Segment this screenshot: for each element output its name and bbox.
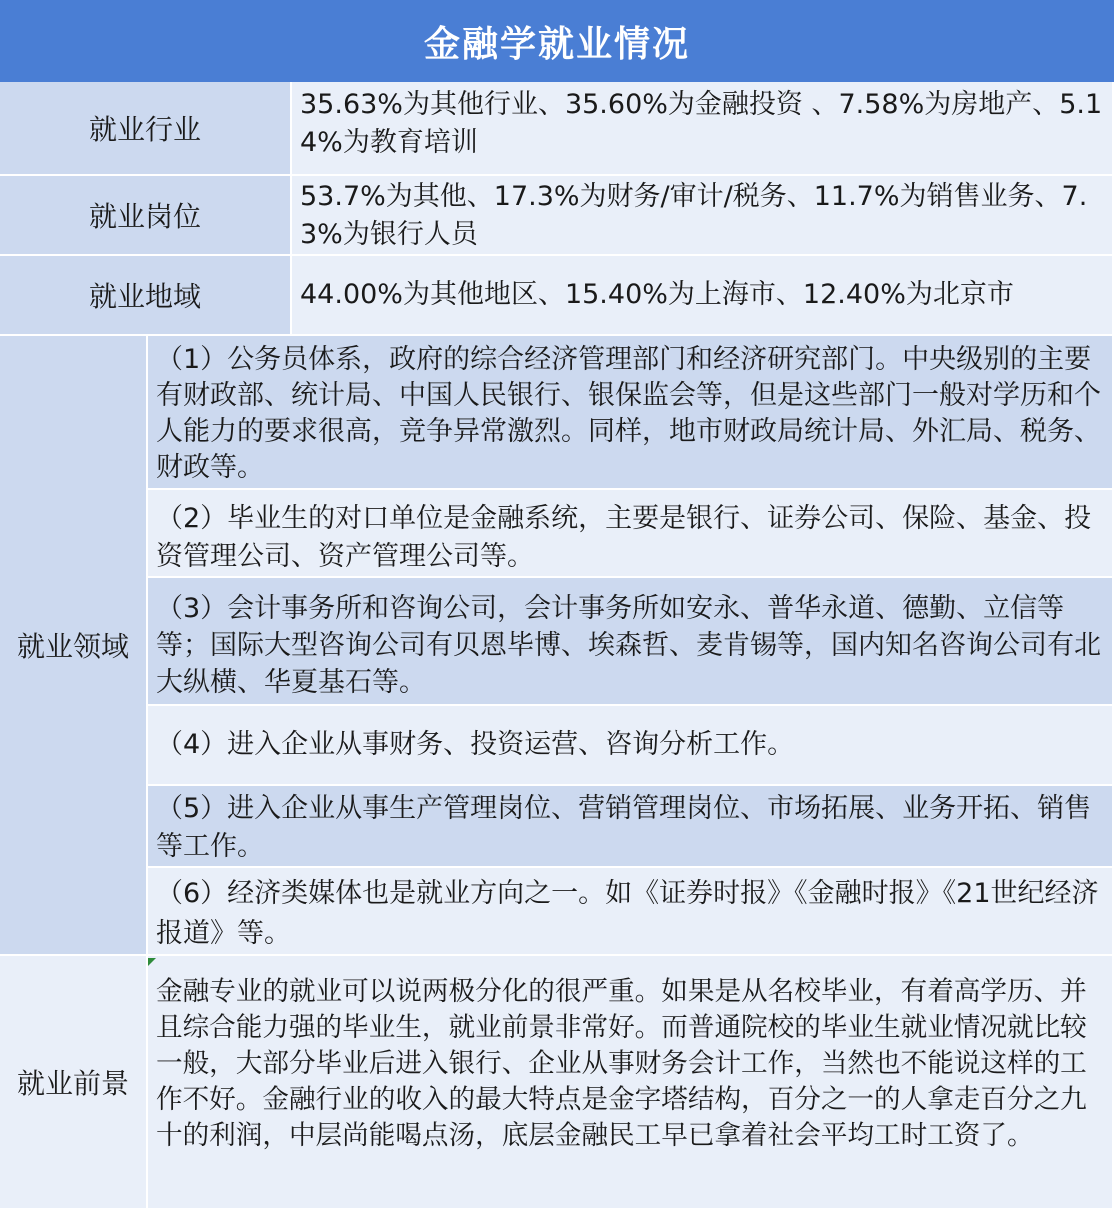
row-label-fields bbox=[0, 336, 148, 956]
field-item-4-text: （4）进入企业从事财务、投资运营、咨询分析工作。 bbox=[156, 729, 795, 760]
field-item-4 bbox=[148, 706, 1114, 786]
table-title: 金融学就业情况 bbox=[0, 0, 1114, 82]
row-label-industry-text: 就业行业 bbox=[88, 113, 201, 146]
row-label-prospect bbox=[0, 956, 148, 1208]
field-item-1: （1）公务员体系，政府的综合经济管理部门和经济研究部门。中央级别的主要有财政部、统计局、中国人民银行、银保监会等，但是这些部门一般对学历和个人能力的要求很高，竞争异常激烈。同样，地市财政局统计局、外汇局、税务、财政等。 bbox=[148, 336, 1114, 490]
row-label-prospect-text: 就业前景 bbox=[16, 1067, 129, 1100]
row-label-industry bbox=[0, 82, 292, 176]
cell-comment-marker bbox=[148, 958, 156, 966]
row-label-region-text: 就业地域 bbox=[88, 280, 201, 313]
row-value-industry: 35.63%为其他行业、35.60%为金融投资 、7.58%为房地产、5.14%为教育培训 bbox=[292, 82, 1114, 176]
row-value-position: 53.7%为其他、17.3%为财务/审计/税务、11.7%为销售业务、7.3%为银行人员 bbox=[292, 176, 1114, 256]
row-label-position bbox=[0, 176, 292, 256]
field-item-3: （3）会计事务所和咨询公司，会计事务所如安永、普华永道、德勤、立信等等；国际大型咨询公司有贝恩毕博、埃森哲、麦肯锡等，国内知名咨询公司有北大纵横、华夏基石等。 bbox=[148, 578, 1114, 706]
row-value-region-text: 44.00%为其他地区、15.40%为上海市、12.40%为北京市 bbox=[300, 279, 1014, 310]
row-label-position-text: 就业岗位 bbox=[88, 200, 201, 233]
field-item-6: （6）经济类媒体也是就业方向之一。如《证券时报》《金融时报》《21世纪经济报道》等。 bbox=[148, 868, 1114, 956]
row-value-prospect: 金融专业的就业可以说两极分化的很严重。如果是从名校毕业，有着高学历、并且综合能力强的毕业生，就业前景非常好。而普通院校的毕业生就业情况就比较一般，大部分毕业后进入银行、企业从事财务会计工作，当然也不能说这样的工作不好。金融行业的收入的最大特点是金字塔结构，百分之一的人拿走百分之九十的利润，中层尚能喝点汤，底层金融民工早已拿着社会平均工时工资了。 bbox=[148, 956, 1114, 1208]
field-item-2: （2）毕业生的对口单位是金融系统，主要是银行、证券公司、保险、基金、投资管理公司、资产管理公司等。 bbox=[148, 490, 1114, 578]
field-item-5: （5）进入企业从事生产管理岗位、营销管理岗位、市场拓展、业务开拓、销售等工作。 bbox=[148, 786, 1114, 868]
row-label-fields-text: 就业领域 bbox=[16, 630, 129, 663]
row-value-region bbox=[292, 256, 1114, 336]
row-label-region bbox=[0, 256, 292, 336]
